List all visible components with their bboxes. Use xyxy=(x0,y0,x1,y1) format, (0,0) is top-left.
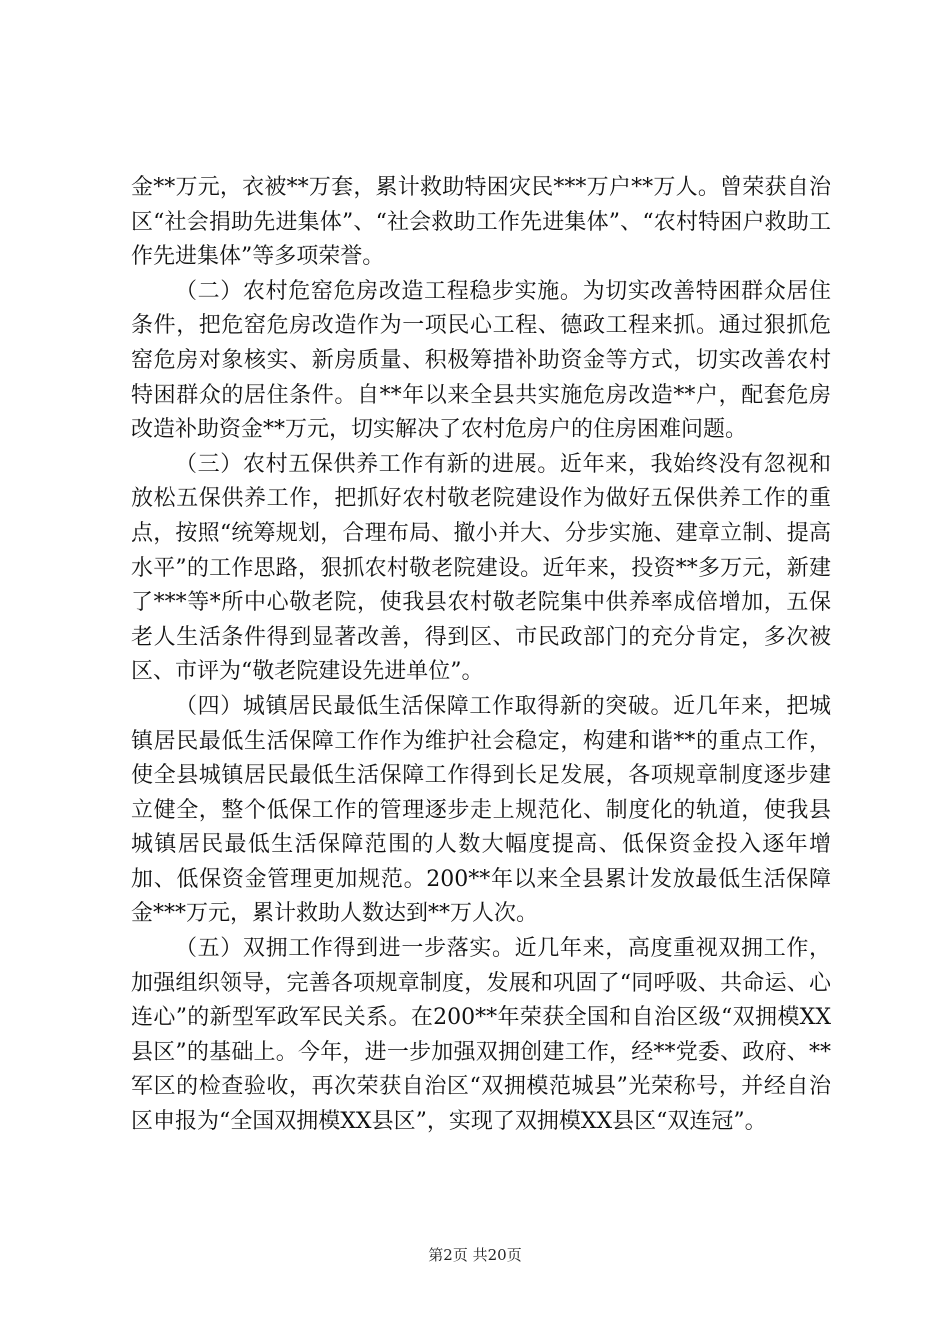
page-footer: 第2页 共20页 xyxy=(428,1246,522,1264)
paragraph-double-support: （五）双拥工作得到进一步落实。近几年来，高度重视双拥工作，加强组织领导，完善各项规章制度，发展和巩固了“同呼吸、共命运、心连心”的新型军政军民关系。在200**年荣获全国和自治区级“双拥模XX县区”的基础上。今年，进一步加强双拥创建工作，经**党委、政府、**军区的检查验收，再次荣获自治区“双拥模范城县”光荣称号，并经自治区申报为“全国双拥模XX县区”，实现了双拥模XX县区“双连冠”。 xyxy=(131,936,831,1135)
paragraph-housing-renovation: （二）农村危窑危房改造工程稳步实施。为切实改善特困群众居住条件，把危窑危房改造作为一项民心工程、德政工程来抓。通过狠抓危窑危房对象核实、新房质量、积极筹措补助资金等方式，切实改善农村特困群众的居住条件。自**年以来全县共实施危房改造**户，配套危房改造补助资金**万元，切实解决了农村危房户的住房困难问题。 xyxy=(131,278,831,443)
paragraph-minimum-living-security: （四）城镇居民最低生活保障工作取得新的突破。近几年来，把城镇居民最低生活保障工作作为维护社会稳定，构建和谐**的重点工作，使全县城镇居民最低生活保障工作得到长足发展，各项规章制度逐步建立健全，整个低保工作的管理逐步走上规范化、制度化的轨道，使我县城镇居民最低生活保障范围的人数大幅度提高、低保资金投入逐年增加、低保资金管理更加规范。200**年以来全县累计发放最低生活保障金***万元，累计救助人数达到**万人次。 xyxy=(131,693,831,927)
paragraph-continuation: 金**万元，衣被**万套，累计救助特困灾民***万户**万人。曾荣获自治区“社会捐助先进集体”、“社会救助工作先进集体”、“农村特困户救助工作先进集体”等多项荣誉。 xyxy=(131,175,831,270)
document-body xyxy=(131,171,831,1140)
paragraph-five-guarantees: （三）农村五保供养工作有新的进展。近年来，我始终没有忽视和放松五保供养工作，把抓好农村敬老院建设作为做好五保供养工作的重点，按照“统筹规划，合理布局、撤小并大、分步实施、建章立制、提高水平”的工作思路，狠抓农村敬老院建设。近年来，投资**多万元，新建了***等*所中心敬老院，使我县农村敬老院集中供养率成倍增加，五保老人生活条件得到显著改善，得到区、市民政部门的充分肯定，多次被区、市评为“敬老院建设先进单位”。 xyxy=(131,451,831,685)
